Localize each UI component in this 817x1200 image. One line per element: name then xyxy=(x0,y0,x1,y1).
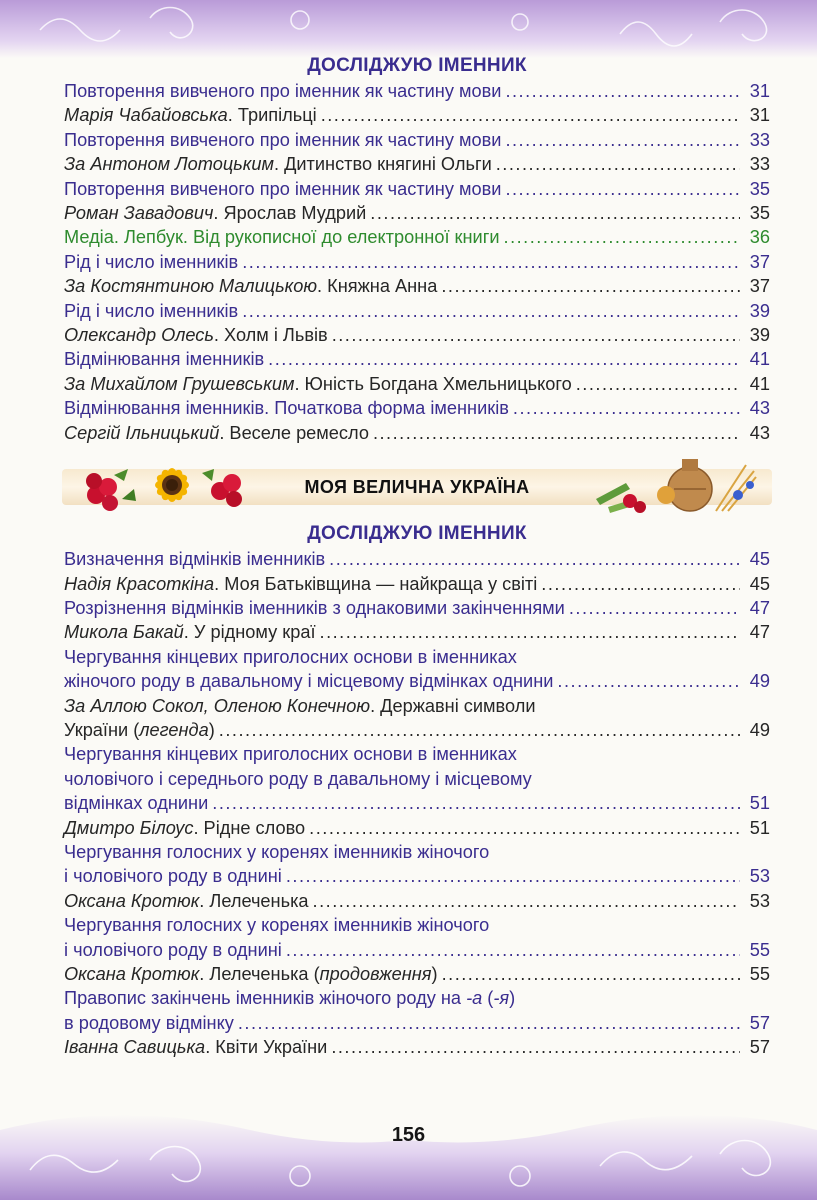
section-heading: ДОСЛІДЖУЮ ІМЕННИК xyxy=(307,523,527,545)
chapter-banner xyxy=(62,455,772,517)
toc-entry[interactable] xyxy=(64,986,770,1035)
entry-page-number: 53 xyxy=(749,890,770,911)
dot-leader xyxy=(505,79,740,103)
dot-leader xyxy=(286,938,740,962)
entry-text: . У рідному краї xyxy=(183,622,316,643)
entry-author: Надія Красоткіна xyxy=(64,573,215,594)
harvest-jug-icon xyxy=(586,455,766,517)
entry-title xyxy=(64,791,208,815)
entry-title xyxy=(64,103,317,127)
entry-text: ( xyxy=(482,988,494,1009)
toc-entry-line xyxy=(64,396,770,420)
entry-text: . Холм і Львів xyxy=(213,325,328,346)
entry-author: Марія Чабайовська xyxy=(64,105,228,126)
entry-page-number: 43 xyxy=(749,398,770,419)
toc-entry[interactable] xyxy=(64,645,770,694)
toc-entry[interactable] xyxy=(64,547,770,571)
page-number: 156 xyxy=(391,1124,426,1146)
table-of-contents xyxy=(64,53,770,1060)
entry-text: . Лелеченька xyxy=(199,890,309,911)
entry-title xyxy=(64,250,238,274)
entry-title xyxy=(64,694,536,718)
dot-leader xyxy=(505,177,740,201)
entry-page-number: 49 xyxy=(749,719,770,740)
toc-entry[interactable] xyxy=(64,372,770,396)
toc-entry-line xyxy=(64,421,770,445)
toc-entry-line xyxy=(64,103,770,127)
toc-entry[interactable] xyxy=(64,962,770,986)
toc-entry-line xyxy=(64,274,770,298)
dot-leader xyxy=(557,669,740,693)
toc-section xyxy=(64,547,770,1060)
entry-page-number: 39 xyxy=(749,325,770,346)
entry-text: Чергування кінцевих приголосних основи в іменниках xyxy=(64,744,517,765)
dot-leader xyxy=(331,1035,740,1059)
toc-entry[interactable] xyxy=(64,201,770,225)
entry-author: За Костянтиною Малицькою xyxy=(64,276,318,297)
entry-title xyxy=(64,962,438,986)
dot-leader xyxy=(505,128,740,152)
toc-entry-line xyxy=(64,645,770,669)
toc-entry[interactable] xyxy=(64,396,770,420)
entry-page-number: 33 xyxy=(749,129,770,150)
dot-leader xyxy=(286,864,740,888)
entry-text: . Квіти України xyxy=(205,1037,328,1058)
dot-leader xyxy=(268,347,740,371)
entry-text: Правопис закінчень іменників жіночого роду на xyxy=(64,988,467,1009)
toc-entry-line xyxy=(64,347,770,371)
entry-page-number: 51 xyxy=(749,793,770,814)
toc-entry[interactable] xyxy=(64,572,770,596)
toc-entry[interactable] xyxy=(64,816,770,840)
entry-text: Відмінювання іменників. Початкова форма іменників xyxy=(64,398,509,419)
entry-page-number: 36 xyxy=(749,227,770,248)
toc-entry[interactable] xyxy=(64,620,770,644)
entry-page-number: 43 xyxy=(749,422,770,443)
entry-text: і чоловічого роду в однині xyxy=(64,866,282,887)
dot-leader xyxy=(541,572,740,596)
entry-text: ) xyxy=(208,719,215,740)
entry-text: Рід і число іменників xyxy=(64,300,239,321)
toc-entry[interactable] xyxy=(64,323,770,347)
toc-entry-line xyxy=(64,816,770,840)
entry-text: . Рідне слово xyxy=(193,817,306,838)
toc-entry-line xyxy=(64,372,770,396)
entry-title xyxy=(64,299,238,323)
dot-leader xyxy=(320,620,740,644)
dot-leader xyxy=(212,791,740,815)
toc-entry-line xyxy=(64,323,770,347)
entry-title xyxy=(64,938,282,962)
entry-page-number: 33 xyxy=(749,154,770,175)
toc-entry[interactable] xyxy=(64,152,770,176)
entry-page-number: 55 xyxy=(749,964,770,984)
dot-leader xyxy=(576,372,740,396)
toc-entry[interactable] xyxy=(64,742,770,815)
toc-entry-line xyxy=(64,913,770,937)
toc-entry-line xyxy=(64,620,770,644)
entry-page-number: 39 xyxy=(749,300,770,321)
dot-leader xyxy=(370,201,740,225)
entry-page-number: 57 xyxy=(749,1012,770,1033)
dot-leader xyxy=(441,274,740,298)
entry-text: . Веселе ремесло xyxy=(219,422,369,443)
entry-text: ) xyxy=(509,988,516,1009)
toc-section xyxy=(64,79,770,445)
toc-entry-line xyxy=(64,250,770,274)
toc-entry[interactable] xyxy=(64,79,770,103)
entry-text: . Дитинство княгині Ольги xyxy=(273,154,492,175)
entry-text: і чоловічого роду в однині xyxy=(64,939,282,960)
entry-text: Повторення вивченого про іменник як частину мови xyxy=(64,178,502,199)
entry-author: Дмитро Білоус xyxy=(64,817,194,838)
toc-entry-line xyxy=(64,299,770,323)
toc-entry-line xyxy=(64,128,770,152)
entry-title xyxy=(64,421,369,445)
entry-author: Оксана Кротюк xyxy=(64,890,200,911)
toc-entry-line xyxy=(64,177,770,201)
dot-leader xyxy=(321,103,740,127)
entry-title xyxy=(64,1035,327,1059)
entry-author: За Антоном Лотоцьким xyxy=(64,154,274,175)
entry-page-number: 35 xyxy=(749,178,770,199)
entry-text: ) xyxy=(431,964,438,984)
entry-title xyxy=(64,79,501,103)
entry-title xyxy=(64,547,325,571)
dot-leader xyxy=(242,250,740,274)
toc-entry-line xyxy=(64,201,770,225)
entry-text-italic: легенда xyxy=(139,719,209,740)
entry-text: Повторення вивченого про іменник як частину мови xyxy=(64,129,502,150)
entry-page-number: 31 xyxy=(749,81,770,101)
entry-text: . Державні символи xyxy=(370,695,536,716)
toc-entry-line xyxy=(64,938,770,962)
entry-title xyxy=(64,323,328,347)
toc-entry[interactable] xyxy=(64,913,770,962)
toc-entry[interactable] xyxy=(64,596,770,620)
entry-author: Іванна Савицька xyxy=(64,1037,206,1058)
entry-text: чоловічого і середнього роду в давальному і місцевому xyxy=(64,768,532,789)
toc-entry-line xyxy=(64,864,770,888)
entry-page-number: 47 xyxy=(749,597,770,618)
entry-text: України ( xyxy=(64,719,140,740)
entry-title xyxy=(64,177,501,201)
toc-entry[interactable] xyxy=(64,840,770,889)
toc-entry-line xyxy=(64,962,770,986)
dot-leader xyxy=(329,547,740,571)
entry-page-number: 57 xyxy=(749,1037,770,1058)
toc-entry[interactable] xyxy=(64,274,770,298)
toc-entry[interactable] xyxy=(64,694,770,743)
entry-author: Роман Завадович xyxy=(64,203,214,224)
toc-entry[interactable] xyxy=(64,347,770,371)
entry-text: відмінках однини xyxy=(64,793,209,814)
toc-entry-line xyxy=(64,840,770,864)
entry-text: в родовому відмінку xyxy=(64,1012,234,1033)
entry-author: За Аллою Сокол, Оленою Конечною xyxy=(64,695,371,716)
entry-text: Розрізнення відмінків іменників з однаковими закінченнями xyxy=(64,597,565,618)
toc-entry-line xyxy=(64,596,770,620)
entry-text: Чергування голосних у коренях іменників жіночого xyxy=(64,915,490,936)
entry-text-italic: -я xyxy=(493,988,510,1009)
dot-leader xyxy=(238,1011,740,1035)
toc-entry-line xyxy=(64,225,770,249)
toc-entry[interactable] xyxy=(64,225,770,249)
entry-title xyxy=(64,816,305,840)
toc-entry[interactable] xyxy=(64,1035,770,1059)
toc-entry-line xyxy=(64,1035,770,1059)
entry-title xyxy=(64,128,501,152)
toc-entry[interactable] xyxy=(64,128,770,152)
entry-page-number: 55 xyxy=(749,939,770,960)
toc-entry-line xyxy=(64,1011,770,1035)
toc-entry-line xyxy=(64,986,770,1010)
entry-text: . Юність Богдана Хмельницького xyxy=(294,373,572,394)
entry-text: Рід і число іменників xyxy=(64,251,239,272)
entry-title xyxy=(64,596,565,620)
entry-title xyxy=(64,889,309,913)
banner-title: МОЯ ВЕЛИЧНА УКРАЇНА xyxy=(304,477,530,498)
entry-author: Микола Бакай xyxy=(64,622,184,643)
entry-page-number: 37 xyxy=(749,251,770,272)
entry-text: . Трипільці xyxy=(227,105,317,126)
dot-leader xyxy=(242,299,740,323)
entry-title xyxy=(64,1011,234,1035)
entry-text-italic: продовження xyxy=(319,964,432,984)
entry-title xyxy=(64,372,572,396)
section-heading: ДОСЛІДЖУЮ ІМЕННИК xyxy=(307,55,527,76)
entry-title xyxy=(64,152,492,176)
entry-text: Повторення вивченого про іменник як частину мови xyxy=(64,81,502,101)
entry-text-italic: -а xyxy=(466,988,483,1009)
entry-title xyxy=(64,840,489,864)
entry-text: . Моя Батьківщина — найкраща у світі xyxy=(214,573,538,594)
entry-title xyxy=(64,225,500,249)
top-ornament xyxy=(0,0,817,58)
dot-leader xyxy=(513,396,740,420)
entry-page-number: 31 xyxy=(749,105,770,126)
entry-text: . Княжна Анна xyxy=(317,276,438,297)
entry-title xyxy=(64,347,264,371)
toc-entry-line xyxy=(64,547,770,571)
entry-text: жіночого роду в давальному і місцевому відмінках однини xyxy=(64,671,554,692)
entry-title xyxy=(64,572,537,596)
dot-leader xyxy=(313,889,740,913)
dot-leader xyxy=(496,152,740,176)
toc-entry-line xyxy=(64,572,770,596)
toc-entry-line xyxy=(64,694,770,718)
entry-page-number: 37 xyxy=(749,276,770,297)
dot-leader xyxy=(442,962,740,986)
entry-title xyxy=(64,718,215,742)
entry-text: Визначення відмінків іменників xyxy=(64,549,326,570)
dot-leader xyxy=(219,718,740,742)
dot-leader xyxy=(373,421,740,445)
toc-entry-line xyxy=(64,742,770,766)
entry-title xyxy=(64,986,515,1010)
dot-leader xyxy=(309,816,740,840)
entry-text: . Ярослав Мудрий xyxy=(213,203,367,224)
entry-page-number: 35 xyxy=(749,203,770,224)
entry-title xyxy=(64,742,517,766)
toc-entry[interactable] xyxy=(64,421,770,445)
entry-title xyxy=(64,620,316,644)
toc-entry[interactable] xyxy=(64,103,770,127)
toc-entry-line xyxy=(64,889,770,913)
entry-author: Сергій Ільницький xyxy=(64,422,220,443)
entry-text: Медіа. Лепбук. Від рукописної до електронної книги xyxy=(64,227,500,248)
entry-text: Відмінювання іменників xyxy=(64,349,265,370)
toc-entry[interactable] xyxy=(64,299,770,323)
toc-entry-line xyxy=(64,79,770,103)
toc-entry-line xyxy=(64,791,770,815)
entry-title xyxy=(64,864,282,888)
toc-entry[interactable] xyxy=(64,177,770,201)
entry-title xyxy=(64,396,509,420)
entry-page-number: 45 xyxy=(749,549,770,570)
dot-leader xyxy=(332,323,740,347)
entry-page-number: 51 xyxy=(749,817,770,838)
entry-page-number: 41 xyxy=(749,349,770,370)
entry-page-number: 47 xyxy=(749,622,770,643)
toc-entry-line xyxy=(64,152,770,176)
toc-entry-line xyxy=(64,669,770,693)
entry-author: За Михайлом Грушевським xyxy=(64,373,295,394)
toc-entry[interactable] xyxy=(64,889,770,913)
entry-author: Олександр Олесь xyxy=(64,325,214,346)
entry-page-number: 45 xyxy=(749,573,770,594)
toc-entry-line xyxy=(64,718,770,742)
entry-page-number: 53 xyxy=(749,866,770,887)
entry-title xyxy=(64,669,553,693)
toc-entry[interactable] xyxy=(64,250,770,274)
entry-title xyxy=(64,913,489,937)
entry-title xyxy=(64,645,517,669)
dot-leader xyxy=(569,596,740,620)
entry-page-number: 49 xyxy=(749,671,770,692)
entry-author: Оксана Кротюк xyxy=(64,964,200,984)
entry-page-number: 41 xyxy=(749,373,770,394)
entry-text: . Лелеченька ( xyxy=(199,964,320,984)
entry-text: Чергування кінцевих приголосних основи в іменниках xyxy=(64,646,517,667)
entry-title xyxy=(64,201,366,225)
dot-leader xyxy=(504,225,740,249)
toc-entry-line xyxy=(64,767,770,791)
entry-text: Чергування голосних у коренях іменників жіночого xyxy=(64,841,490,862)
entry-title xyxy=(64,767,532,791)
entry-title xyxy=(64,274,437,298)
